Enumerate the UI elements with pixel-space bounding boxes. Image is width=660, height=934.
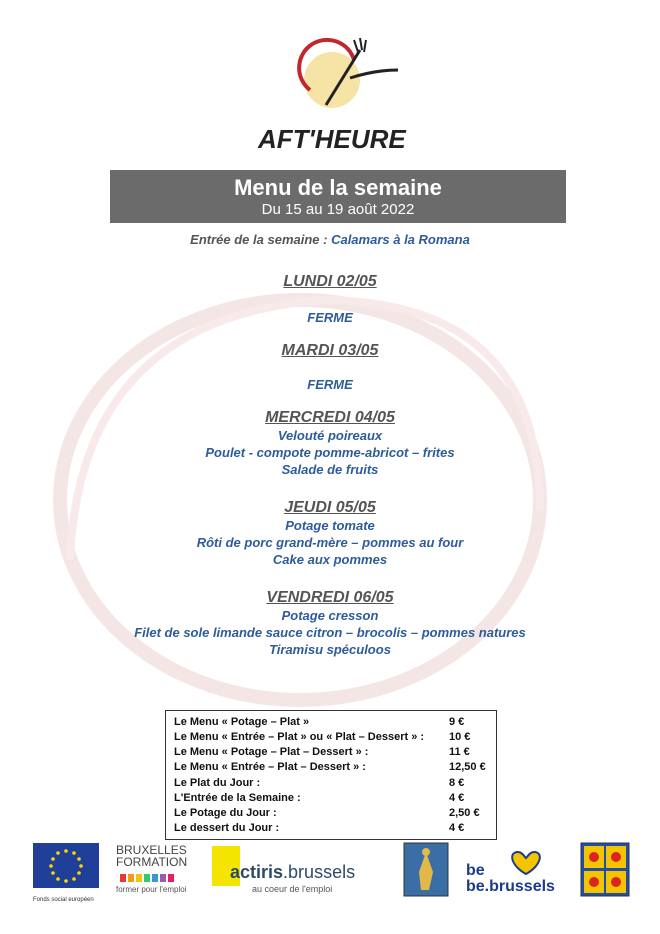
- bruxelles-formation-logo: [116, 844, 196, 894]
- be-line1: be: [466, 862, 485, 879]
- price-label: Le Menu « Potage – Plat »: [174, 716, 310, 728]
- price-amount: 10 €: [449, 731, 471, 743]
- bf-color-bars: [120, 874, 196, 882]
- bf-line1: BRUXELLES: [116, 843, 187, 857]
- day-monday: [0, 273, 660, 326]
- price-label: Le Menu « Potage – Plat – Dessert » :: [174, 746, 369, 758]
- price-label: Le Menu « Entrée – Plat – Dessert » :: [174, 761, 366, 773]
- price-amount: 4 €: [449, 792, 465, 804]
- iris-icon: [506, 848, 546, 876]
- price-row: [174, 807, 494, 822]
- day-title: MARDI 03/05: [281, 342, 379, 359]
- price-label: Le Plat du Jour :: [174, 777, 261, 789]
- day-wednesday: [0, 409, 660, 478]
- price-label: L'Entrée de la Semaine :: [174, 792, 301, 804]
- dish: Velouté poireaux: [277, 428, 383, 443]
- price-row: [174, 777, 494, 792]
- day-title: JEUDI 05/05: [284, 499, 376, 516]
- page-title: Menu de la semaine: [234, 175, 442, 200]
- dish: Salade de fruits: [281, 462, 379, 477]
- price-amount: 4 €: [449, 822, 465, 834]
- day-title: VENDREDI 06/05: [266, 589, 394, 606]
- be-brussels-logo: [466, 848, 561, 898]
- title-bar: [110, 170, 566, 223]
- price-amount: 12,50 €: [449, 761, 486, 773]
- dish: Tiramisu spéculoos: [269, 642, 391, 657]
- price-row: [174, 731, 494, 746]
- dish: Potage tomate: [285, 518, 375, 533]
- day-tuesday: [0, 342, 660, 393]
- watermark-swirl: [40, 260, 560, 730]
- price-row: [174, 716, 494, 731]
- day-friday: [0, 589, 660, 658]
- price-row: [174, 746, 494, 761]
- price-label: Le Potage du Jour :: [174, 807, 277, 819]
- dish: Rôti de porc grand-mère – pommes au four: [196, 535, 464, 550]
- price-label: Le Menu « Entrée – Plat » ou « Plat – Dessert » :: [174, 731, 425, 743]
- municipal-coat-of-arms-icon: [403, 842, 449, 897]
- date-range: Du 15 au 19 août 2022: [261, 201, 415, 218]
- price-amount: 8 €: [449, 777, 465, 789]
- eu-logo: [33, 843, 99, 903]
- price-amount: 11 €: [449, 746, 470, 758]
- dish: Potage cresson: [281, 608, 379, 623]
- day-title: LUNDI 02/05: [283, 273, 377, 290]
- price-label: Le dessert du Jour :: [174, 822, 280, 834]
- dish: FERME: [307, 310, 353, 325]
- regional-coat-of-arms-icon: [580, 842, 630, 897]
- dish: Poulet - compote pomme-abricot – frites: [205, 445, 455, 460]
- weekly-entree: [0, 232, 660, 247]
- dish: Cake aux pommes: [272, 552, 388, 567]
- brand-wordmark: AFT'HEURE: [258, 124, 406, 154]
- dish: Filet de sole limande sauce citron – brocolis – pommes natures: [134, 625, 526, 640]
- actiris-suffix: .brussels: [283, 862, 356, 882]
- price-amount: 2,50 €: [449, 807, 480, 819]
- price-row: [174, 792, 494, 807]
- day-thursday: [0, 499, 660, 568]
- entree-value: Calamars à la Romana: [331, 232, 470, 247]
- aftheure-logo: [250, 30, 410, 160]
- price-row: [174, 822, 494, 837]
- actiris-name: actiris: [230, 862, 284, 882]
- entree-label: Entrée de la semaine :: [190, 232, 328, 247]
- eu-flag-icon: [33, 843, 99, 888]
- bf-line2: FORMATION: [116, 855, 188, 869]
- be-line2: be.brussels: [466, 878, 555, 895]
- day-title: MERCREDI 04/05: [265, 409, 395, 426]
- eu-caption: Fonds social européen: [33, 897, 94, 903]
- price-row: [174, 761, 494, 776]
- sponsor-footer: [0, 840, 660, 910]
- bf-tagline: former pour l'emploi: [116, 885, 187, 894]
- price-amount: 9 €: [449, 716, 465, 728]
- price-list: [165, 710, 497, 840]
- actiris-logo: [212, 846, 372, 896]
- dish: FERME: [307, 377, 353, 392]
- actiris-tagline: au coeur de l'emploi: [252, 884, 333, 894]
